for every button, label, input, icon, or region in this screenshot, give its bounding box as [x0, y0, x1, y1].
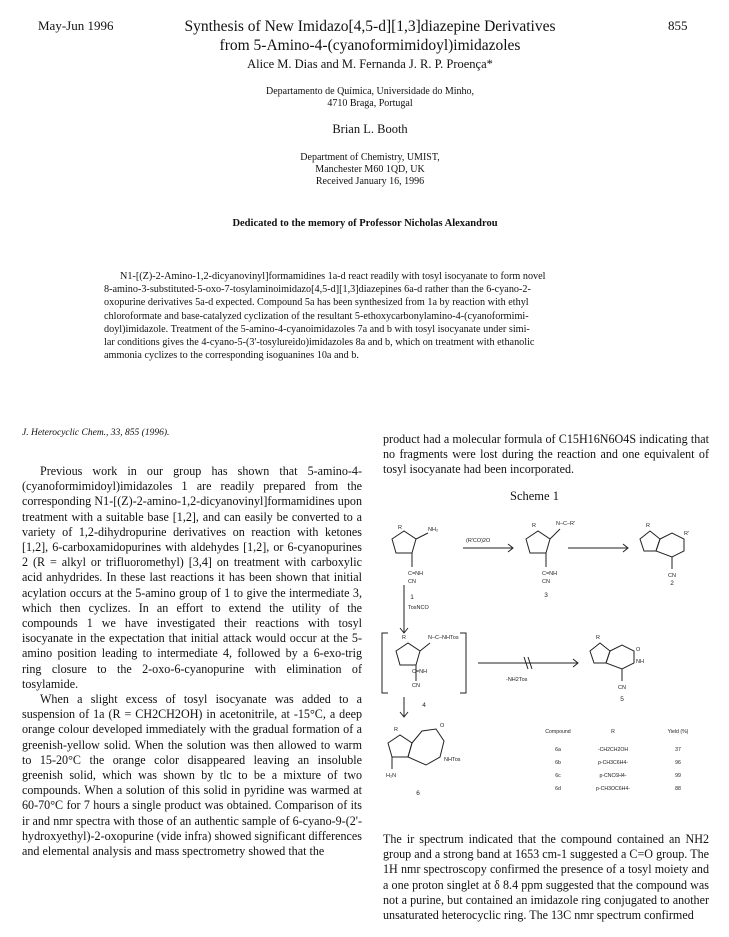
svg-text:CN: CN [668, 573, 676, 579]
svg-text:NH₂: NH₂ [428, 527, 439, 533]
svg-text:R: R [646, 523, 650, 529]
abstract-line: 8-amino-3-substituted-5-oxo-7-tosylaminoimidazo[4,5-d][1,3]diazepines 6a-d rather than the 6-cyano-2- [104, 284, 531, 296]
table-cell: -CH2CH2OH [597, 747, 629, 753]
page-number: 855 [668, 18, 688, 33]
abstract-line: doyl)imidazole. Treatment of the 5-amino-4-cyanoimidazoles 7a and b with tosyl isocyanate under simi- [104, 323, 530, 335]
svg-text:C=NH: C=NH [542, 571, 558, 577]
table-cell: 6d [555, 786, 561, 792]
article-title-line1: Synthesis of New Imidazo[4,5-d][1,3]diazepine Derivatives [184, 18, 556, 35]
svg-text:NHTos: NHTos [444, 757, 461, 763]
received-date: Received January 16, 1996 [315, 176, 425, 187]
imidazole-ring-1 [392, 531, 416, 553]
scheme-1-diagram [378, 505, 713, 823]
table-cell: 37 [675, 747, 681, 753]
svg-text:R: R [596, 635, 600, 641]
compound-label: 1 [410, 594, 414, 601]
reagent-tosyl-isocyanate: TosNCO [408, 605, 429, 611]
affiliation-1-line2: 4710 Braga, Portugal [327, 98, 413, 109]
svg-text:R: R [394, 727, 398, 733]
svg-text:N–C–R': N–C–R' [556, 521, 576, 527]
svg-text:CN: CN [408, 579, 416, 585]
abstract-line: ammonia cyclizes to the corresponding isoguanines 10a and b. [104, 350, 359, 362]
svg-text:R: R [532, 523, 536, 529]
left-column [22, 464, 362, 859]
yield-table [545, 729, 688, 792]
authors: Alice M. Dias and M. Fernanda J. R. P. Proença* [247, 57, 493, 71]
abstract-line: chloroformate and base-catalyzed cyclization of the resultant 5-ethoxycarbonylamino-4-(cyanoformimi- [104, 310, 529, 322]
svg-text:O: O [636, 647, 641, 653]
journal-issue: May-Jun 1996 [38, 18, 114, 33]
svg-text:R': R' [684, 531, 690, 537]
table-header: Yield (%) [667, 729, 689, 735]
svg-text:O: O [440, 723, 445, 729]
compound-label: 6 [416, 790, 420, 797]
abstract-line: N1-[(Z)-2-Amino-1,2-dicyanovinyl]formamidines 1a-d react readily with tosyl isocyanate to form novel [120, 271, 546, 282]
right-column-bottom [383, 832, 709, 923]
paragraph: The ir spectrum indicated that the compound contained an NH2 group and a strong band at 1653 cm-1 suggested a C=O group. The 1H nmr spectroscopy confirmed the presence of a tosyl moiety and a one proton singlet at δ 8.4 ppm suggested that the compound was not a purine, but contained an imidazole ring conjugated to another unsaturated heterocyclic ring. The 13C nmr spectrum confirmed [383, 832, 709, 923]
journal-citation: J. Heterocyclic Chem., 33, 855 (1996). [22, 428, 170, 438]
svg-text:R: R [398, 525, 402, 531]
author-2: Brian L. Booth [332, 122, 408, 136]
article-title-line2: from 5-Amino-4-(cyanoformimidoyl)imidazoles [219, 37, 521, 54]
table-cell: 99 [675, 773, 681, 779]
reagent-blocked: -NH2Tos [506, 677, 528, 683]
compound-label: 3 [544, 592, 548, 599]
table-cell: 88 [675, 786, 681, 792]
paragraph: When a slight excess of tosyl isocyanate was added to a suspension of 1a (R = CH2CH2OH) in acetonitrile, at -15°C, a deep orange colour developed immediately with the gradual formation of a greenish-yellow solid. When the solution was then allowed to warm to 15-20°C the orange color disappeared leaving an insoluble greenish solid, which was shown by tlc to be a mixture of two compounds. When a solution of this solid in pyridine was warmed at 60-70°C for 7 hours a single product was obtained. Comparison of its ir and nmr spectra with those of an authentic sample of 6-cyano-9-(2'-hydroxyethyl)-2-oxopurine (vide infra) showed significant differences and elemental analysis and mass spectrometry showed that the [22, 692, 362, 859]
abstract-line: lar conditions gives the 4-cyano-5-(3'-tosylureido)imidazoles 8a and b, which on treatment with ethanolic [104, 337, 535, 349]
table-header: R [611, 729, 615, 735]
dedication: Dedicated to the memory of Professor Nicholas Alexandrou [232, 218, 498, 229]
reagent-anhydride: (R'CO)2O [466, 538, 491, 544]
svg-text:R: R [402, 635, 406, 641]
paragraph: Previous work in our group has shown that 5-amino-4-(cyanoformimidoyl)imidazoles 1 are readily prepared from the corresponding N1-[(Z)-2-amino-1,2-dicyanovinyl]formamidines upon treatment with a suitable base [1,2], and can easily be converted to a variety of 1,2-dihydropurine derivatives on reaction with ketones [1,2], 6-carboxamidopurines with aldehydes [1,2], or 6-cyanopurines 2 (R = alkyl or trifluoromethyl) [3,4] on treatment with carboxylic acid anhydrides. In these last reactions it has been shown that initial acylation occurs at the 5-amino group of 1 to give the intermediate 3, which then cyclizes. In an effort to extend the utility of the compounds 1 we have investigated their reactions with tosyl isocyanate in the expectation that initial attack would occur at the 5-amino position leading to intermediate 4, followed by a 6-exo-trig ring closure to the 2-oxo-6-cyanopurine with elimination of tosylamide. [22, 464, 362, 691]
abstract [104, 270, 627, 362]
svg-text:C=NH: C=NH [408, 571, 424, 577]
svg-text:N–C–NHTos: N–C–NHTos [428, 635, 459, 641]
svg-text:CN: CN [412, 683, 420, 689]
table-cell: p-CH3OC6H4- [595, 786, 631, 792]
compound-label: 5 [620, 696, 624, 703]
affiliation-2-line1: Department of Chemistry, UMIST, [300, 152, 440, 163]
affiliation-2-line2: Manchester M60 1QD, UK [315, 164, 425, 175]
svg-text:H₂N: H₂N [386, 773, 397, 779]
table-cell: 6b [555, 760, 561, 766]
svg-text:NH: NH [636, 659, 644, 665]
table-header: Compound [545, 729, 571, 735]
svg-text:CN: CN [618, 685, 626, 691]
table-cell: 6a [555, 747, 561, 753]
table-cell: p-CNC6H4- [599, 773, 627, 779]
right-column-top [383, 432, 709, 478]
compound-label: 4 [422, 702, 426, 709]
compound-label: 2 [670, 580, 674, 587]
scheme-title: Scheme 1 [510, 489, 559, 503]
table-cell: 6c [555, 773, 561, 779]
table-cell: 96 [675, 760, 681, 766]
table-cell: p-CH3C6H4- [598, 760, 628, 766]
abstract-line: oxopurine derivatives 5a-d expected. Compound 5a has been synthesized from 1a by reaction with ethyl [104, 297, 529, 309]
svg-text:C=NH: C=NH [412, 669, 428, 675]
affiliation-1-line1: Departamento de Química, Universidade do Minho, [266, 86, 474, 97]
svg-text:CN: CN [542, 579, 550, 585]
paragraph: product had a molecular formula of C15H16N6O4S indicating that no fragments were lost during the reaction and one equivalent of tosyl isocyanate had been incorporated. [383, 432, 709, 477]
